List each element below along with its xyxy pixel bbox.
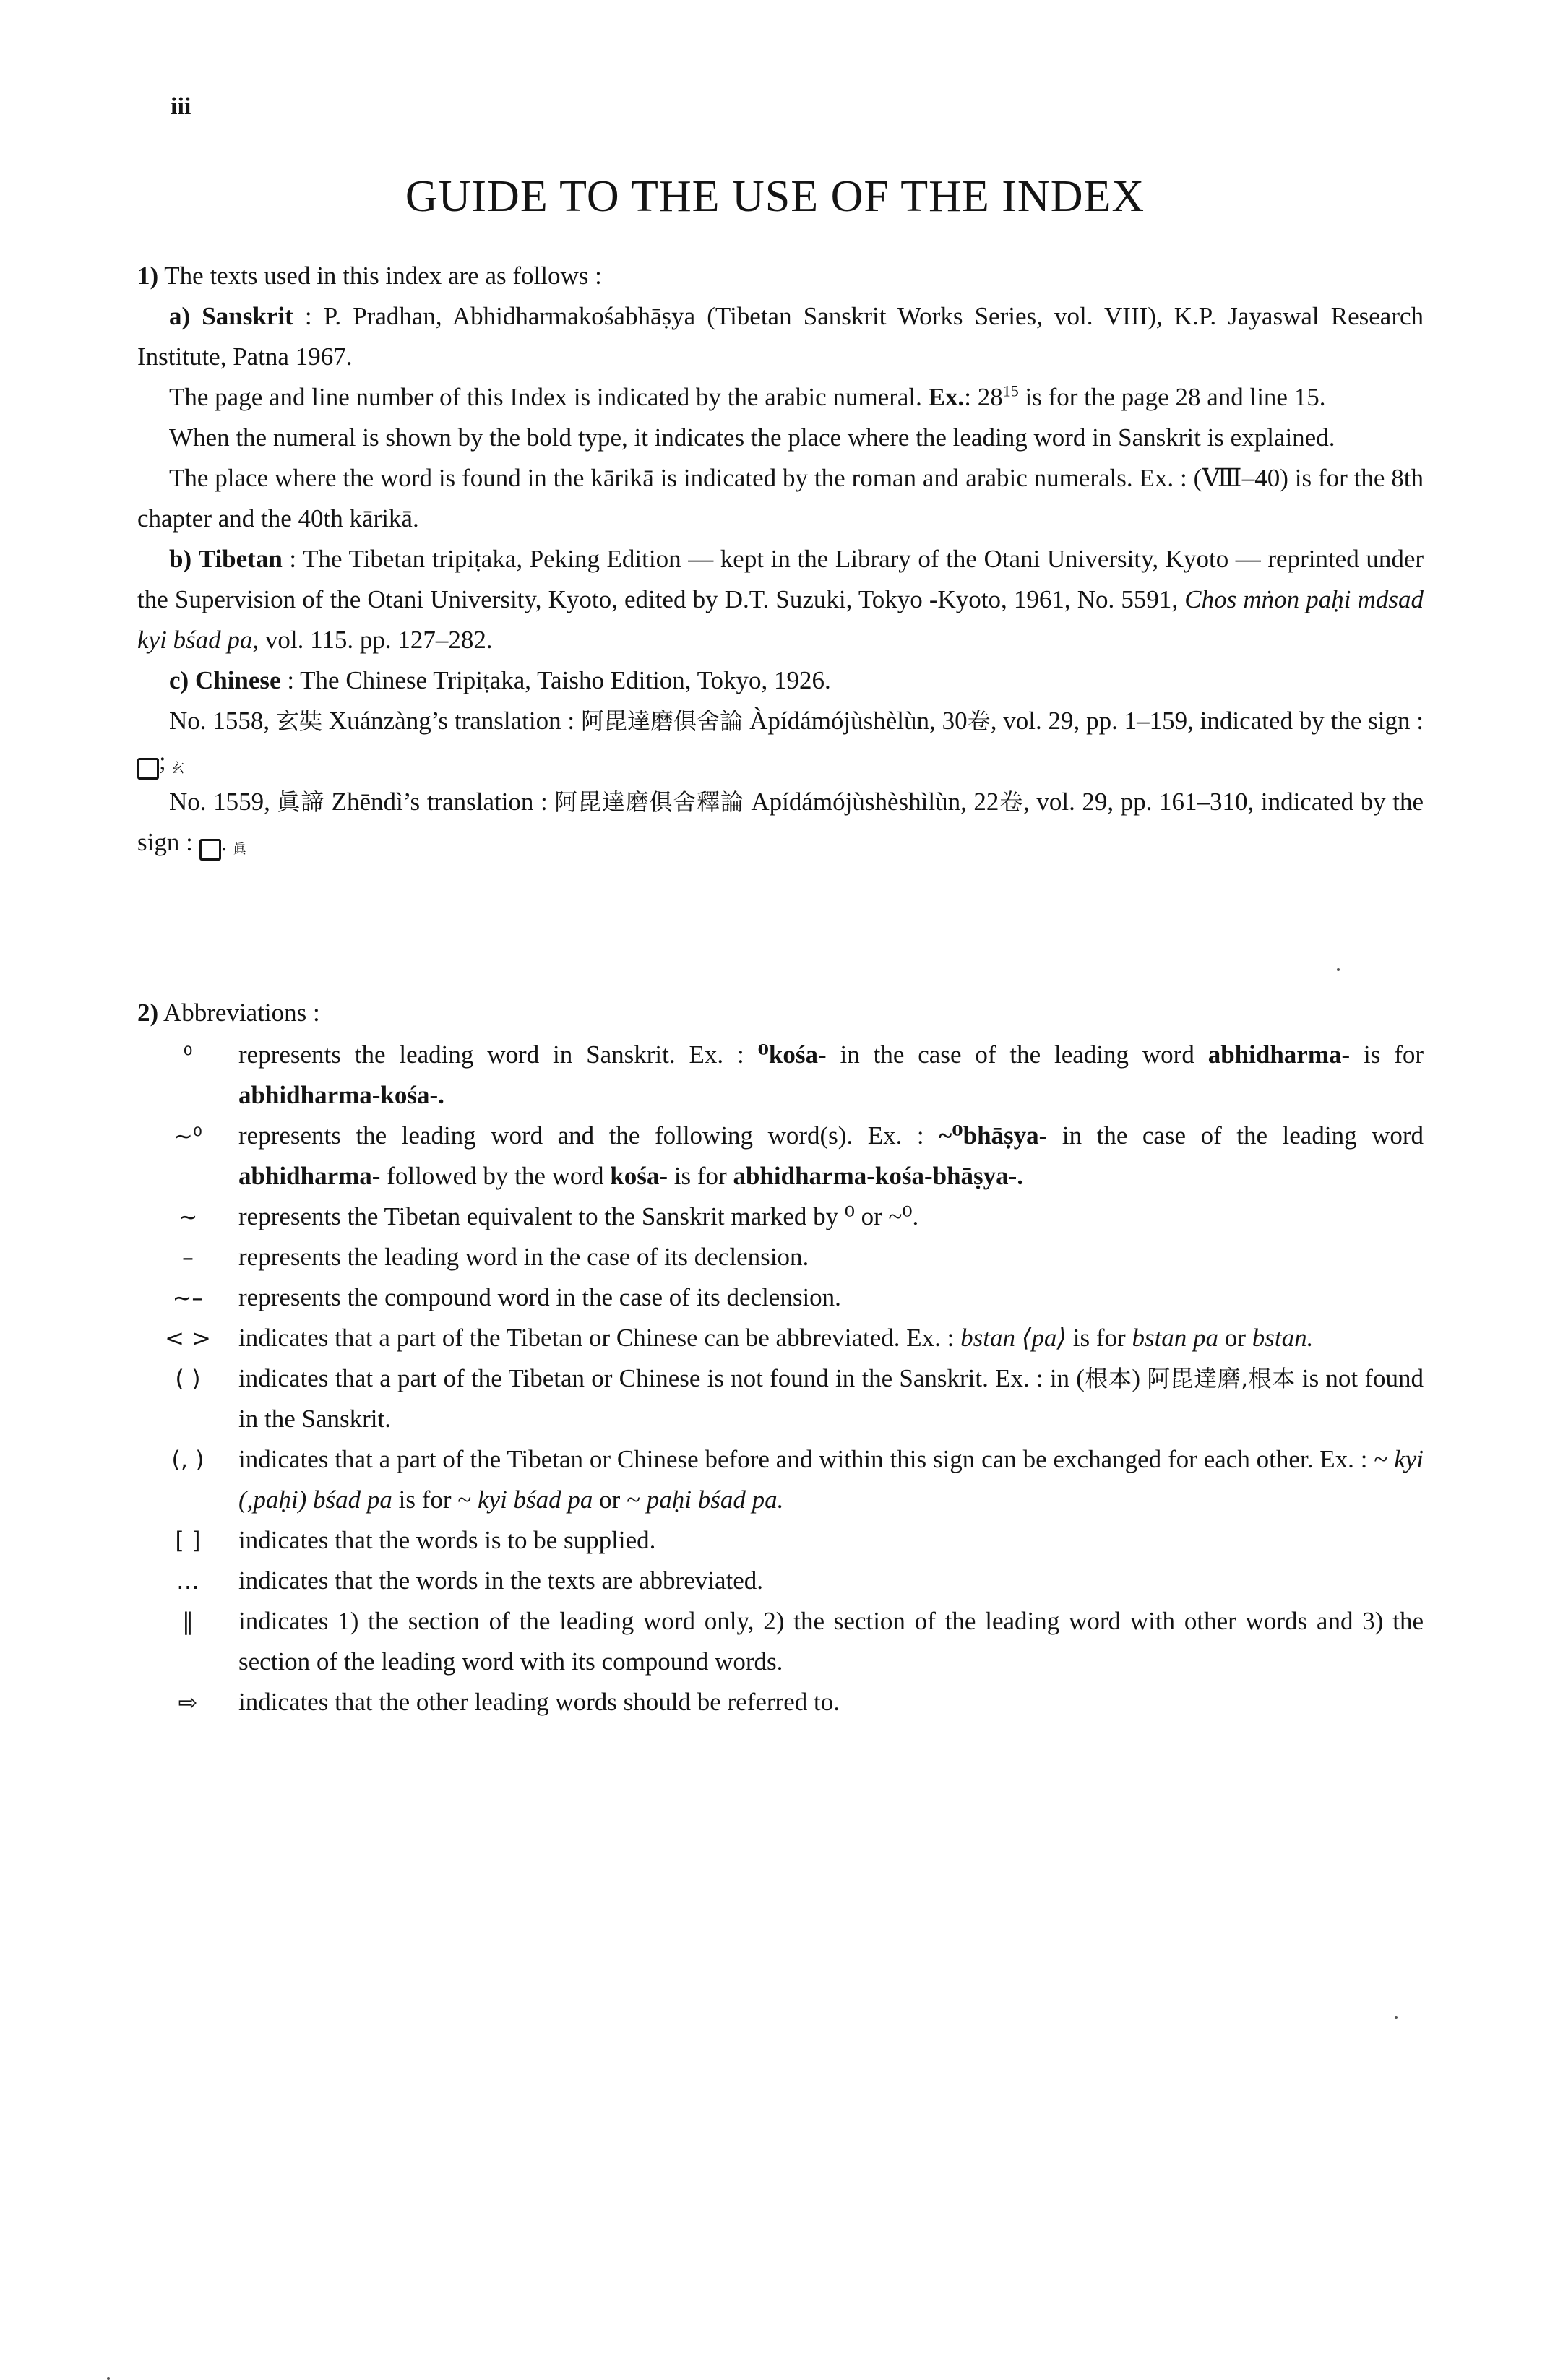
chinese-heading: Chinese	[194, 666, 281, 694]
abbr-desc: indicates that the other leading words should be referred to.	[238, 1688, 840, 1716]
abbr-example: abhidharma-	[238, 1162, 381, 1190]
dash-icon: –	[182, 1243, 194, 1271]
abbr-desc: )	[1132, 1364, 1140, 1392]
abbr-desc: indicates that a part of the Tibetan or Chinese before and within this sign can be exchanged for each other. Ex. : ~	[238, 1445, 1388, 1473]
item-b-label: b)	[169, 545, 192, 573]
t2-number: No. 1559,	[169, 788, 270, 816]
abbr-row	[172, 1277, 1424, 1318]
abbr-row	[178, 1682, 1424, 1723]
example-label: Ex.	[928, 383, 965, 411]
abbr-row	[183, 1035, 1424, 1116]
chinese-source	[137, 660, 1424, 701]
degree-sign-icon: ⁰	[183, 1041, 193, 1069]
section-1-number: 1)	[137, 262, 159, 290]
tibetan-source	[137, 539, 1424, 660]
parentheses-icon: ( )	[175, 1365, 201, 1392]
bold-numeral-note: When the numeral is shown by the bold type, it indicates the place where the leading word in Sanskrit is explained.	[169, 423, 1335, 452]
section-texts	[137, 256, 1424, 863]
abbr-desc: indicates that the words in the texts are abbreviated.	[238, 1566, 763, 1595]
comma-parentheses-icon: (, )	[171, 1446, 204, 1473]
page-title: GUIDE TO THE USE OF THE INDEX	[405, 172, 1145, 221]
double-bar-icon: ‖	[182, 1608, 194, 1635]
abbr-row	[178, 1197, 1424, 1237]
abbr-example: abhidharma-	[1207, 1040, 1351, 1069]
abbr-row	[176, 1561, 1424, 1601]
abbr-example: abhidharma-kośa-.	[238, 1081, 444, 1109]
sanskrit-reference: : P. Pradhan, Abhidharmakośabhāṣya (Tibetan Sanskrit Works Series, vol. VIII), K.P. Jayaswal Research Institute, Patna 1967.	[137, 302, 1424, 371]
t2-translator-cjk: 眞諦	[277, 788, 325, 816]
t2-translator: Zhēndì’s translation :	[331, 788, 548, 816]
right-arrow-icon: ⇨	[178, 1689, 198, 1716]
section-2-number: 2)	[137, 999, 159, 1027]
abbr-desc: is for	[673, 1162, 727, 1190]
sanskrit-source	[137, 296, 1424, 377]
t2-details: , vol. 29, pp. 161–310, indicated by the sign :	[137, 788, 1424, 856]
abbr-example-cjk: 根本	[1084, 1365, 1132, 1392]
abbr-desc: indicates that a part of the Tibetan or Chinese can be abbreviated. Ex. :	[238, 1324, 955, 1352]
abbr-desc: is for ~	[398, 1486, 472, 1514]
abbr-desc: is for	[1072, 1324, 1126, 1352]
abbreviation-list	[165, 1035, 1424, 1723]
ellipsis-icon: …	[176, 1567, 199, 1595]
abbr-row	[175, 1520, 1424, 1561]
t2-title: Apídámójùshèshìlùn, 22	[751, 788, 999, 816]
abbr-desc: or	[1224, 1324, 1246, 1352]
abbr-desc: indicates 1) the section of the leading word only, 2) the section of the leading word with other words and 3) the section of the leading word with its compound words.	[238, 1607, 1424, 1676]
abbr-example: kośa-	[610, 1162, 668, 1190]
example-value: : 28	[964, 383, 1003, 411]
t1-translator: Xuánzàng’s translation :	[328, 707, 575, 735]
tilde-dash-icon: ~–	[172, 1284, 204, 1311]
page-line-text: The page and line number of this Index is indicated by the arabic numeral.	[169, 383, 922, 411]
section-2-heading: Abbreviations :	[163, 999, 320, 1027]
xuanzang-sign-icon: 玄	[137, 758, 159, 780]
t1-number: No. 1558,	[169, 707, 270, 735]
t1-title: Àpídámójùshèlùn, 30	[749, 707, 968, 735]
abbr-example: kyi bśad pa	[478, 1486, 593, 1514]
scan-speck	[1395, 2016, 1398, 2019]
abbr-example: bstan pa	[1132, 1324, 1219, 1352]
abbr-row	[171, 1439, 1424, 1520]
abbr-desc: indicates that a part of the Tibetan or Chinese is not found in the Sanskrit. Ex. : in (	[238, 1364, 1085, 1392]
abbr-desc: represents the Tibetan equivalent to the Sanskrit marked by ⁰ or ~⁰.	[238, 1202, 919, 1230]
xuanzang-translation: No. 1558, 玄奘 Xuánzàng’s translation : 阿毘達磨俱舍論 Àpídámójùshèlùn, 30卷, vol. 29, pp. 1–159, indicated by the sign : 玄;	[137, 701, 1424, 782]
tilde-degree-icon: ~⁰	[173, 1122, 202, 1150]
chinese-reference: : The Chinese Tripiṭaka, Taisho Edition, Tokyo, 1926.	[287, 666, 831, 694]
section-abbreviations-heading	[137, 993, 1424, 1033]
scan-speck	[107, 2377, 110, 2380]
abbr-example: paḥi bśad pa.	[646, 1486, 784, 1514]
abbr-desc: represents the leading word and the following word(s). Ex. :	[238, 1121, 924, 1150]
tibetan-reference: : The Tibetan tripiṭaka, Peking Edition — kept in the Library of the Otani University, Kyoto — reprinted under the Supervision of the Otani University, Kyoto, edited by D.T. Suzuki, Tokyo -Kyoto, 1961, No. 5591,	[137, 545, 1424, 613]
page-line-text-end: is for the page 28 and line 15.	[1025, 383, 1326, 411]
example-superscript: 15	[1002, 381, 1019, 400]
abbr-desc: represents the compound word in the case of its declension.	[238, 1283, 841, 1311]
abbr-example: abhidharma-kośa-bhāṣya-.	[733, 1162, 1024, 1190]
abbr-example: ~⁰bhāṣya-	[939, 1121, 1048, 1150]
abbr-row	[173, 1116, 1424, 1197]
abbr-desc: represents the leading word in the case of its declension.	[238, 1243, 809, 1271]
abbr-example-cjk: 阿毘達磨,根本	[1147, 1365, 1296, 1392]
square-brackets-icon: [ ]	[175, 1527, 201, 1554]
page-number: iii	[171, 93, 191, 120]
abbr-desc: indicates that the words is to be supplied.	[238, 1526, 656, 1554]
karika-note: The place where the word is found in the kārikā is indicated by the roman and arabic numerals. Ex. : (Ⅷ–40) is for the 8th chapter and the 40th kārikā.	[137, 464, 1424, 533]
angle-brackets-icon: < >	[165, 1324, 211, 1352]
abbr-row	[175, 1358, 1424, 1439]
item-c-label: c)	[169, 666, 189, 694]
abbr-desc: or ~	[599, 1486, 641, 1514]
abbr-row	[182, 1601, 1424, 1682]
t1-fascicle-cjk: 卷	[967, 707, 991, 735]
t2-fascicle-cjk: 卷	[999, 788, 1024, 816]
page-line-note	[137, 377, 1424, 418]
abbr-desc: in the case of the leading word	[840, 1040, 1194, 1069]
abbr-desc: is for	[1364, 1040, 1424, 1069]
abbr-example: bstan.	[1252, 1324, 1314, 1352]
abbr-desc: in the case of the leading word	[1062, 1121, 1424, 1150]
abbr-row	[165, 1318, 1424, 1358]
abbr-example: ⁰kośa-	[757, 1040, 827, 1069]
abbr-row	[182, 1237, 1424, 1277]
tibetan-heading: Tibetan	[198, 545, 283, 573]
section-1-intro-text: The texts used in this index are as follows :	[164, 262, 602, 290]
tilde-icon: ~	[178, 1203, 198, 1230]
tibetan-reference-end: , vol. 115. pp. 127–282.	[252, 626, 493, 654]
section-1-intro	[137, 256, 1424, 296]
zhendi-sign-icon: 眞	[199, 839, 221, 861]
t1-title-cjk: 阿毘達磨俱舍論	[580, 707, 744, 735]
t2-title-cjk: 阿毘達磨俱舍釋論	[554, 788, 744, 816]
abbr-example: bstan ⟨pa⟩	[960, 1324, 1067, 1352]
item-a-label: a)	[169, 302, 191, 330]
t1-translator-cjk: 玄奘	[275, 707, 323, 735]
abbr-desc: is not found in the Sanskrit.	[238, 1364, 1424, 1433]
zhendi-translation: No. 1559, 眞諦 Zhēndì’s translation : 阿毘達磨俱舍釋論 Apídámójùshèshìlùn, 22卷, vol. 29, pp. 161–310, indicated by the sign : 眞.	[137, 782, 1424, 863]
scan-speck	[1337, 968, 1340, 971]
sanskrit-heading: Sanskrit	[202, 302, 293, 330]
tibetan-title: Chos mṅon paḥi mdsad kyi bśad pa	[137, 585, 1424, 654]
abbr-example: kyi (,paḥi) bśad pa	[238, 1445, 1424, 1514]
t1-details: , vol. 29, pp. 1–159, indicated by the sign :	[990, 707, 1424, 735]
abbr-desc: followed by the word	[387, 1162, 604, 1190]
abbr-desc: represents the leading word in Sanskrit. Ex. :	[238, 1040, 744, 1069]
